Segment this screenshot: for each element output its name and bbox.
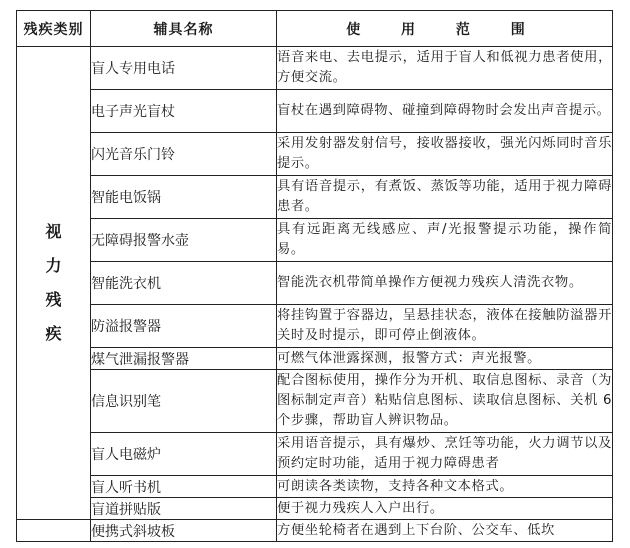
device-name: 无障碍报警水壶: [91, 219, 277, 262]
table-header-row: [17, 11, 613, 47]
usage-scope: 具有语音提示，有煮饭、蒸饭等功能，适用于视力障碍患者。: [277, 176, 613, 219]
usage-scope: 可朗读各类读物，支持各种文本格式。: [277, 476, 613, 498]
device-name: 盲道拼贴版: [91, 498, 277, 520]
device-name: 煤气泄漏报警器: [91, 348, 277, 370]
table-row: [17, 498, 613, 520]
device-name: 盲人专用电话: [91, 47, 277, 90]
usage-scope: 采用发射器发射信号，接收器接收，强光闪烁同时音乐提示。: [277, 133, 613, 176]
table-row: [17, 90, 613, 133]
usage-scope: 具有远距离无线感应、声/光报警提示功能，操作简易。: [277, 219, 613, 262]
usage-scope: 语音来电、去电提示，适用于盲人和低视力患者使用，方便交流。: [277, 47, 613, 90]
device-name: 智能电饭锅: [91, 176, 277, 219]
device-name: 电子声光盲杖: [91, 90, 277, 133]
device-name: 盲人电磁炉: [91, 433, 277, 476]
category-char: 疾: [45, 324, 62, 343]
table-row: [17, 476, 613, 498]
device-name: 智能洗衣机: [91, 262, 277, 305]
category-char: 残: [45, 290, 62, 309]
table-row: [17, 176, 613, 219]
usage-scope: 便于视力残疾人入户出行。: [277, 498, 613, 520]
table-row: [17, 219, 613, 262]
assistive-device-table: [16, 10, 613, 542]
table-row: [17, 47, 613, 90]
header-usage-scope: 使 用 范 围: [277, 11, 613, 47]
table-row: [17, 133, 613, 176]
device-name: 防溢报警器: [91, 305, 277, 348]
table-row: [17, 433, 613, 476]
header-category: 残疾类别: [17, 11, 91, 47]
device-name: 信息识别笔: [91, 370, 277, 433]
table-row: [17, 262, 613, 305]
header-device-name: 辅具名称: [91, 11, 277, 47]
category-char: 力: [45, 256, 62, 275]
usage-scope: 采用语音提示，具有爆炒、烹饪等功能，火力调节以及预约定时功能，适用于视力障碍患者: [277, 433, 613, 476]
device-name: 闪光音乐门铃: [91, 133, 277, 176]
table-row: [17, 348, 613, 370]
usage-scope: 智能洗衣机带简单操作方便视力残疾人清洗衣物。: [277, 262, 613, 305]
usage-scope: [277, 520, 613, 542]
usage-scope: 配合图标使用，操作分为开机、取信息图标、录音（为图标制定声音）粘贴信息图标、读取信息图标、关机 6 个步骤，帮助盲人辨识物品。: [277, 370, 613, 433]
device-name: 盲人听书机: [91, 476, 277, 498]
table-row: [17, 520, 613, 542]
table-row: [17, 305, 613, 348]
table-row: [17, 370, 613, 433]
category-char: 视: [45, 222, 62, 241]
category-empty-cell: [17, 520, 91, 542]
usage-scope: 将挂钩置于容器边，呈悬挂状态，液体在接触防溢器开关时及时提示，即可停止倒液体。: [277, 305, 613, 348]
usage-scope: 可燃气体泄露探测，报警方式：声光报警。: [277, 348, 613, 370]
device-name: 便携式斜坡板: [91, 520, 277, 542]
usage-scope: 盲杖在遇到障碍物、碰撞到障碍物时会发出声音提示。: [277, 90, 613, 133]
usage-scope-text: 方便坐轮椅者在遇到上下台阶、公交车、低坎: [277, 522, 555, 538]
category-visual-disability: [17, 47, 91, 520]
